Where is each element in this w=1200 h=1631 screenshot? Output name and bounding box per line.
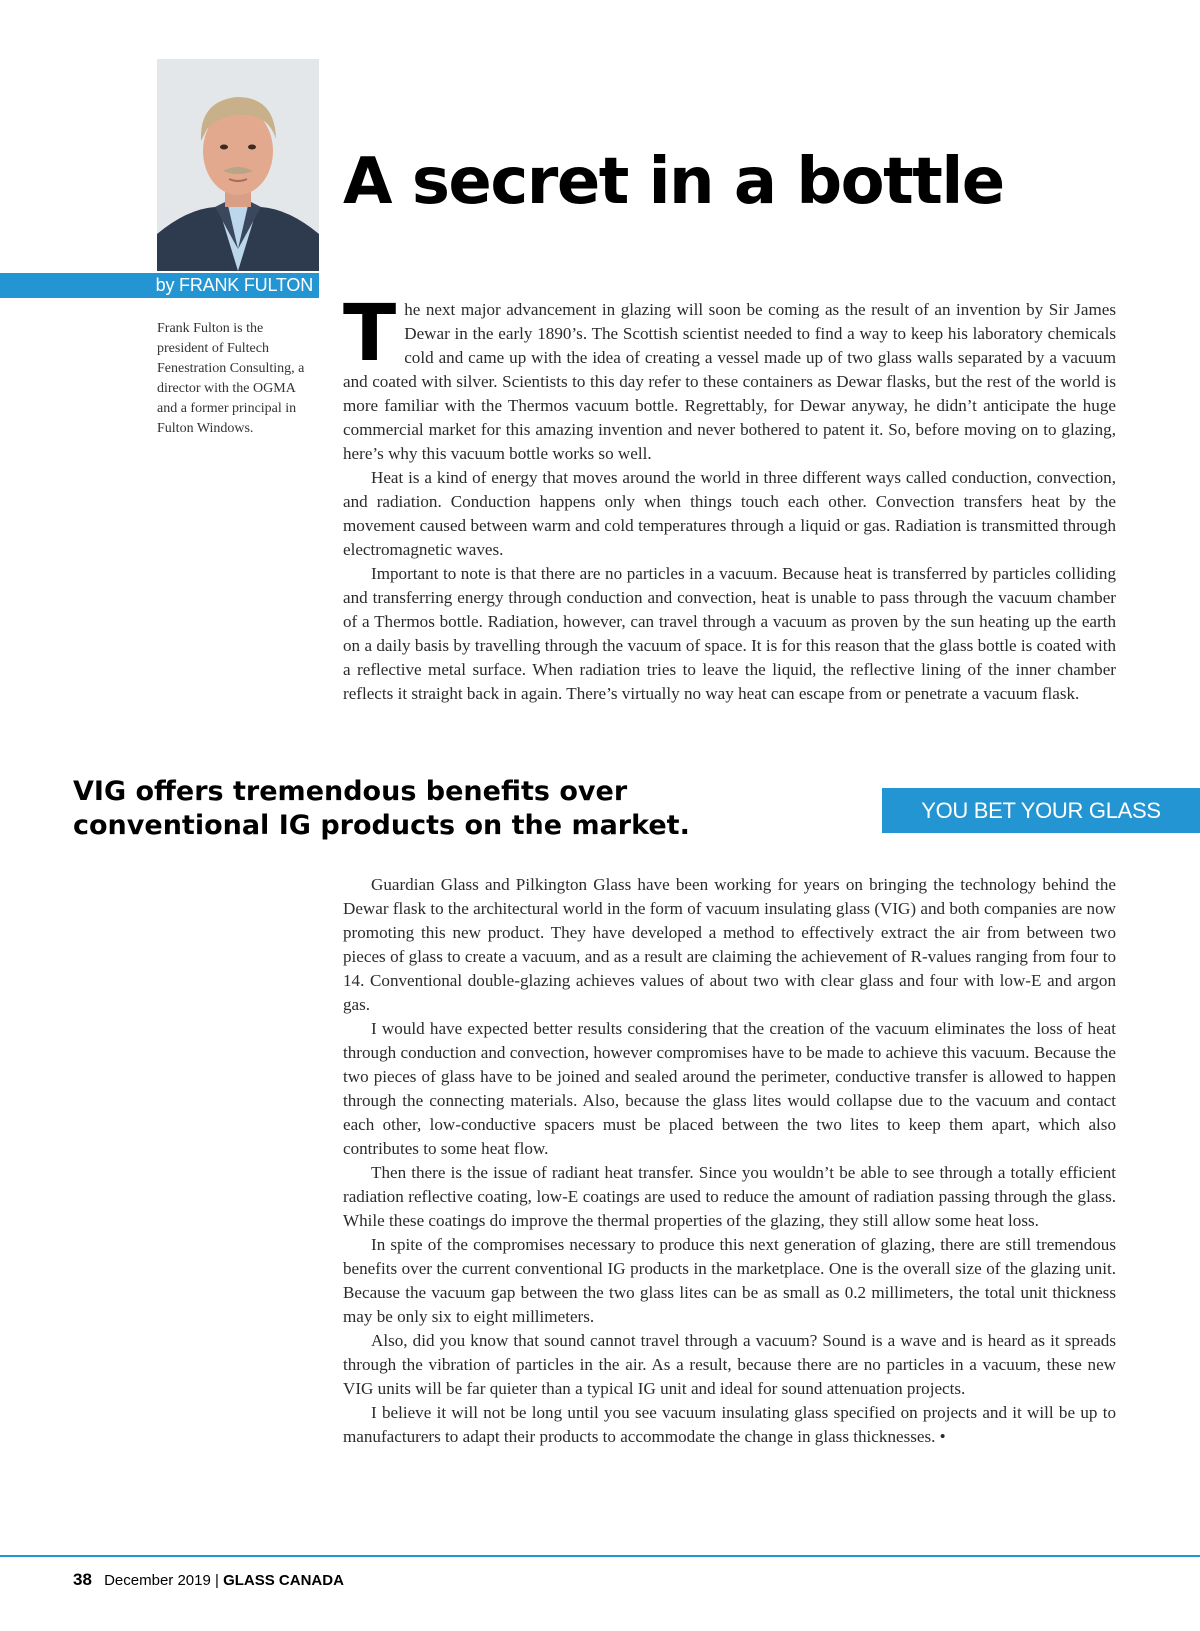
drop-cap: T bbox=[343, 289, 397, 379]
author-photo bbox=[157, 59, 319, 271]
issue-date: December 2019 | bbox=[104, 1572, 219, 1589]
intro-paragraph-2: Heat is a kind of energy that moves around the world in three different ways called conduction, convection, and radiation. Conduction happens only when things touch each other. Convection transfers heat by the movement caused between warm and cold temperatures through a liquid or gas. Radiation is transmitted through electromagnetic waves. bbox=[343, 468, 1116, 559]
body-paragraph-6: I believe it will not be long until you see vacuum insulating glass specified on projects and it will be up to manufacturers to adapt their products to accommodate the change in glass thicknesses. • bbox=[343, 1403, 1116, 1446]
byline-bar bbox=[0, 273, 319, 298]
author-bio: Frank Fulton is the president of Fultech Fenestration Consulting, a director with the OGMA and a former principal in Fulton Windows. bbox=[157, 321, 305, 436]
pull-quote: VIG offers tremendous benefits over conventional IG products on the market. bbox=[73, 776, 690, 841]
body-paragraph-1: Guardian Glass and Pilkington Glass have been working for years on bringing the technology behind the Dewar flask to the architectural world in the form of vacuum insulating glass (VIG) and both companies are now promoting this new product. They have developed a method to effectively extract the air from between two pieces of glass to create a vacuum, and as a result are claiming the achievement of R-values ranging from four to 14. Conventional double-glazing achieves values of about two with clear glass and four with low-E and argon gas. bbox=[343, 875, 1116, 1014]
intro-column bbox=[343, 289, 1116, 706]
body-paragraph-5: Also, did you know that sound cannot travel through a vacuum? Sound is a wave and is heard as it spreads through the vibration of particles in the air. As a result, because there are no particles in a vacuum, these new VIG units will be far quieter than a typical IG unit and ideal for sound attenuation projects. bbox=[343, 1331, 1116, 1398]
page-number: 38 bbox=[73, 1570, 92, 1589]
footer bbox=[73, 1570, 344, 1591]
intro-paragraph-3: Important to note is that there are no particles in a vacuum. Because heat is transferred by particles colliding and transferring energy through conduction and convection, heat is unable to pass through the vacuum chamber of a Thermos bottle. Radiation, however, can travel through a vacuum as proven by the sun heating up the earth on a daily basis by travelling through the vacuum of space. It is for this reason that the glass bottle is coated with a reflective metal surface. When radiation tries to leave the liquid, the reflective lining of the inner chamber reflects it straight back in again. There’s virtually no way heat can escape from or penetrate a vacuum flask. bbox=[343, 564, 1116, 703]
footer-rule bbox=[0, 1555, 1200, 1557]
byline: by FRANK FULTON bbox=[155, 275, 313, 295]
section-tag-label: YOU BET YOUR GLASS bbox=[921, 798, 1161, 823]
magazine-name: GLASS CANADA bbox=[223, 1572, 344, 1589]
body-paragraph-4: In spite of the compromises necessary to produce this next generation of glazing, there are still tremendous benefits over the current conventional IG products in the marketplace. One is the overall size of the glazing unit. Because the vacuum gap between the two glass lites can be as small as 0.2 millimeters, the total unit thickness may be only six to eight millimeters. bbox=[343, 1235, 1116, 1326]
body-paragraph-2: I would have expected better results considering that the creation of the vacuum eliminates the loss of heat through conduction and convection, however compromises have to be made to achieve this vacuum. Because the two pieces of glass have to be joined and sealed around the perimeter, conductive transfer is allowed to happen through the connecting materials. Also, because the glass lites would collapse due to the vacuum and contact each other, low-conductive spacers must be placed between the two lites to keep them apart, which also contributes to some heat flow. bbox=[343, 1019, 1116, 1158]
section-tag bbox=[882, 788, 1200, 833]
intro-text: he next major advancement in glazing will soon be coming as the result of an invention by Sir James Dewar in the early 1890’s. The Scottish scientist needed to find a way to keep his laboratory chemicals cold and came up with the idea of creating a vessel made up of two glass walls separated by a vacuum and coated with silver. Scientists to this day refer to these containers as Dewar flasks, but the rest of the world is more familiar with the Thermos vacuum bottle. Regrettably, for Dewar anyway, he didn’t anticipate the huge commercial market for this amazing invention and never bothered to patent it. So, before moving on to glazing, here’s why this vacuum bottle works so well. bbox=[343, 300, 1116, 463]
body-paragraph-3: Then there is the issue of radiant heat transfer. Since you wouldn’t be able to see through a totally efficient radiation reflective coating, low-E coatings are used to reduce the amount of radiation passing through the glass. While these coatings do improve the thermal properties of the glazing, they still allow some heat loss. bbox=[343, 1163, 1116, 1230]
intro-paragraph-1 bbox=[343, 289, 1116, 466]
author-portrait-image bbox=[157, 59, 319, 271]
body-column bbox=[343, 873, 1116, 1449]
article-title: A secret in a bottle bbox=[343, 145, 1004, 219]
